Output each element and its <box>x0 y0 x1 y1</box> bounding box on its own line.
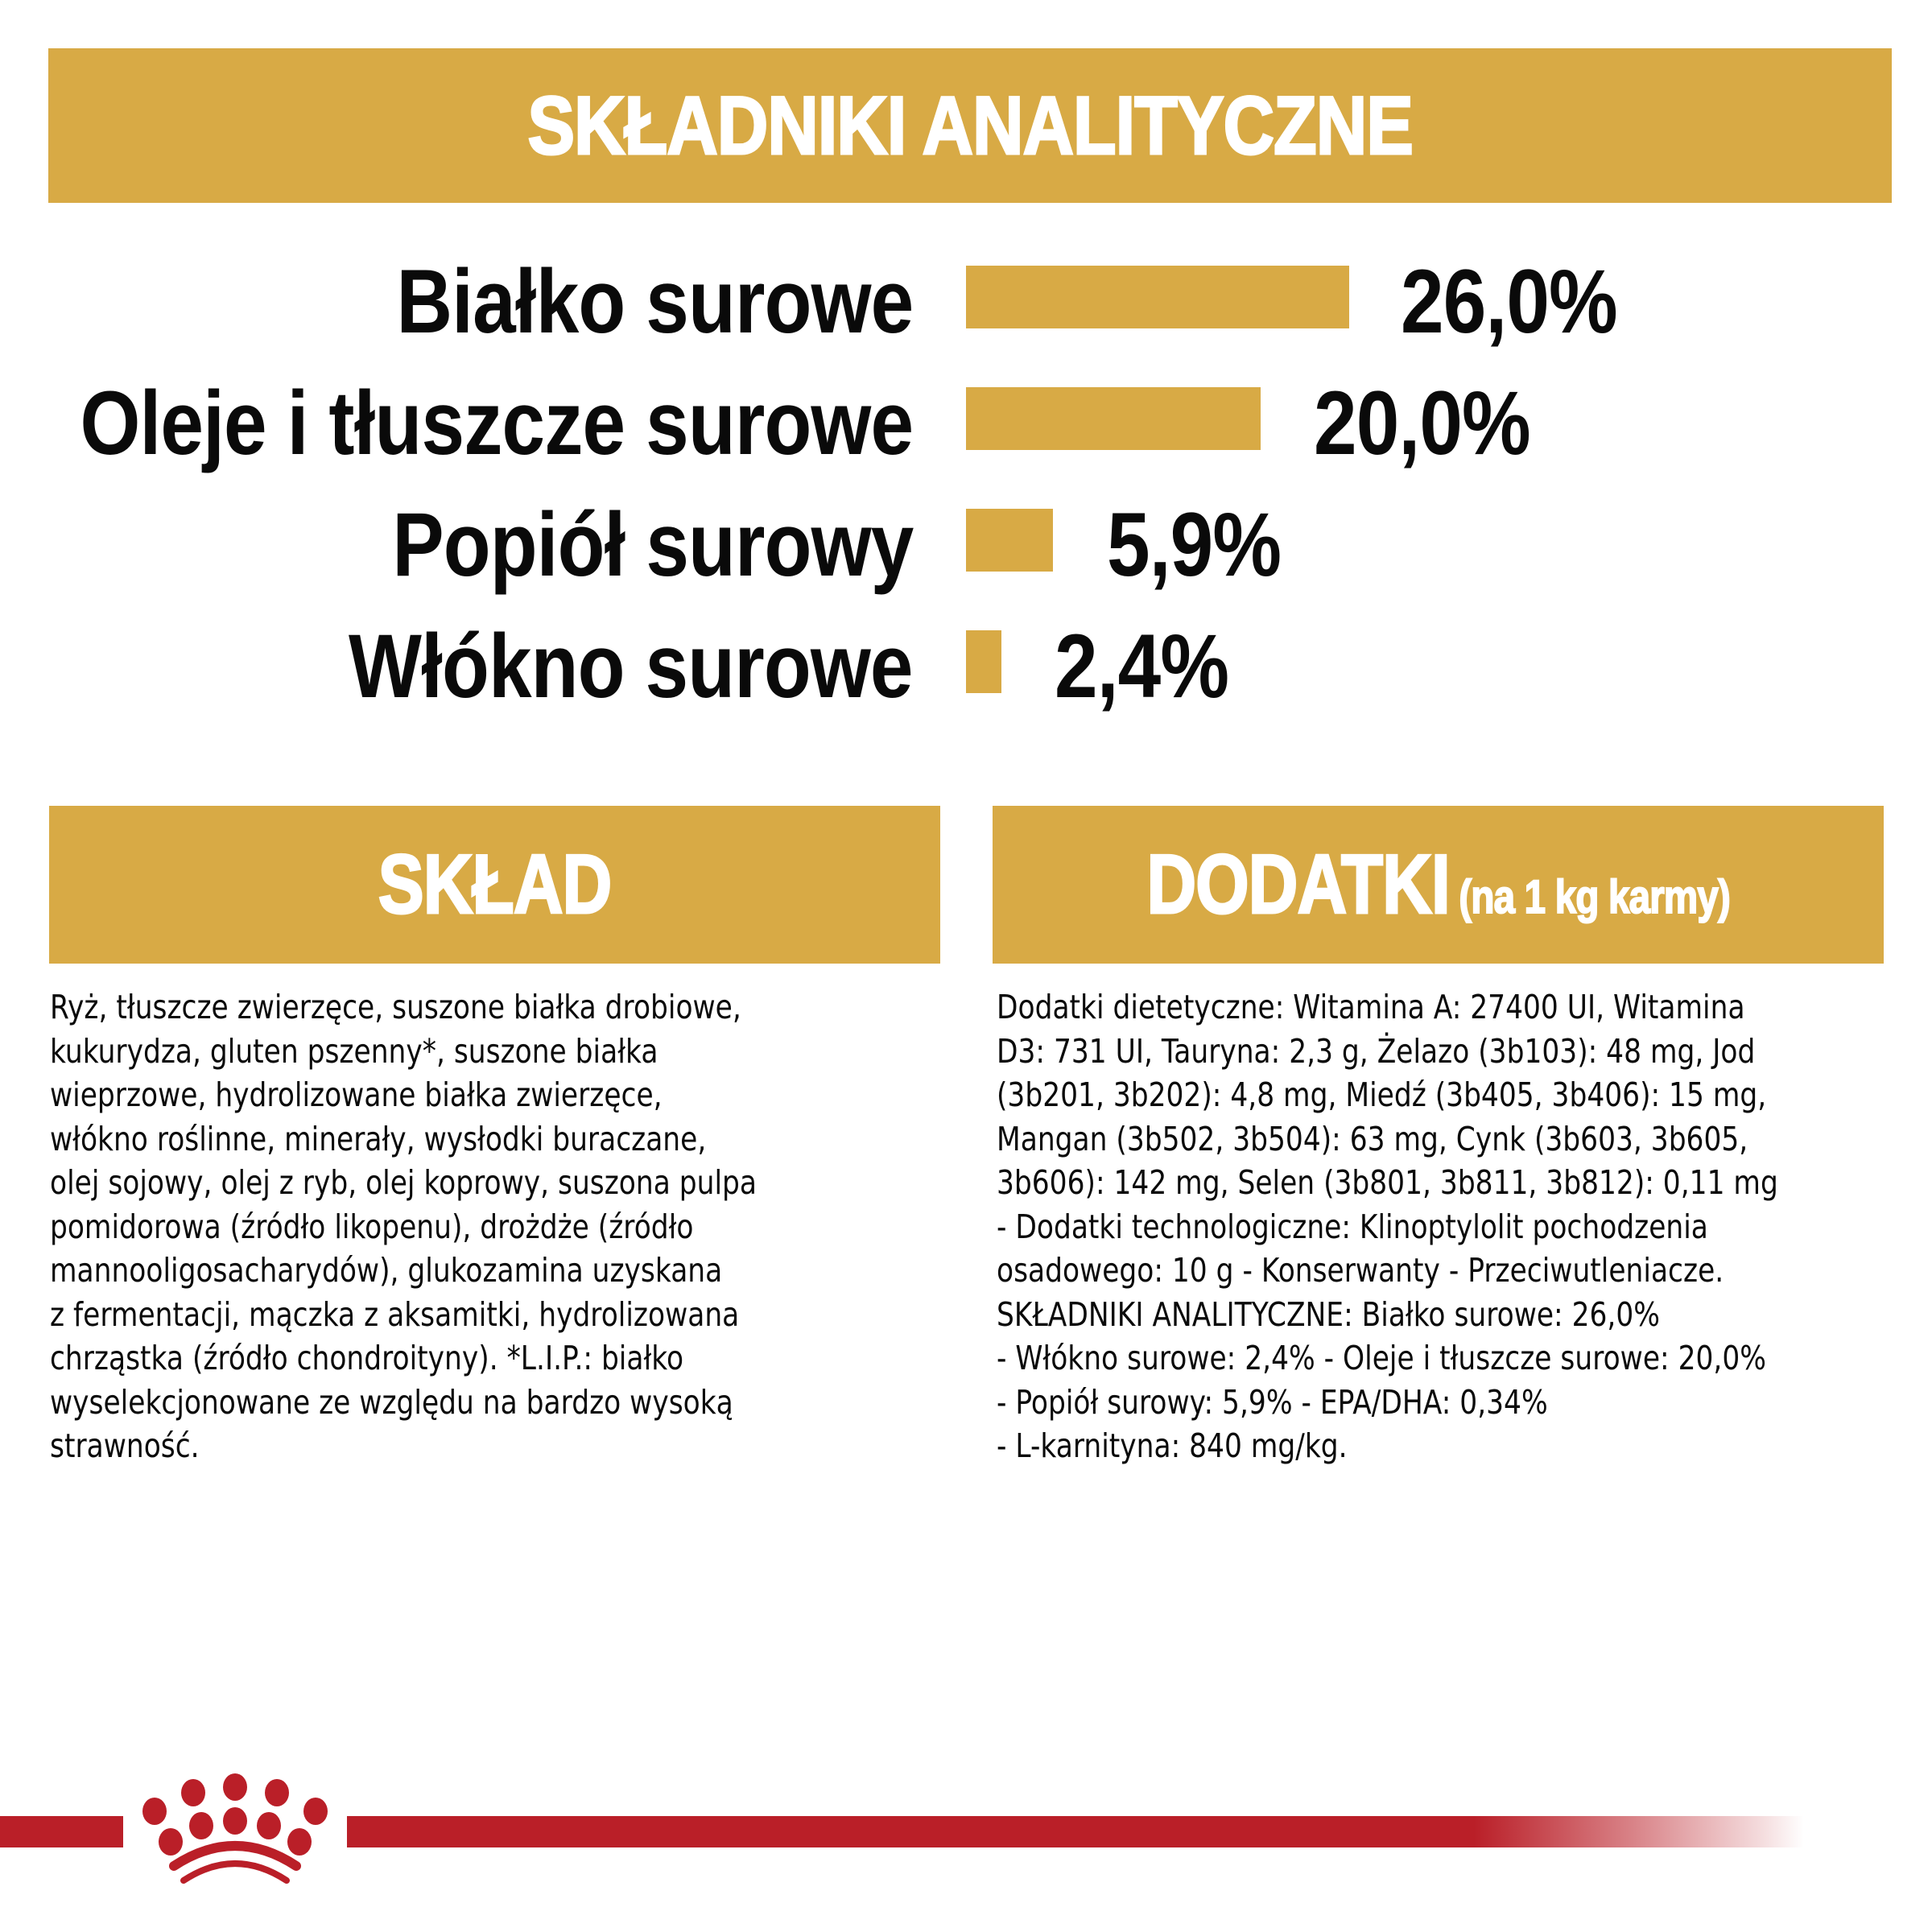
text-line: - Włókno surowe: 2,4% - Oleje i tłuszcze surowe: 20,0% <box>997 1339 1766 1377</box>
additives-header <box>993 806 1884 964</box>
text-line: D3: 731 UI, Tauryna: 2,3 g, Żelazo (3b103): 48 mg, Jod <box>997 1031 1756 1071</box>
text-line: - Dodatki technologiczne: Klinoptylolit pochodzenia <box>997 1207 1708 1246</box>
chart-row-fat <box>0 367 1932 480</box>
bar-fiber <box>966 630 1001 693</box>
text-line: Dodatki dietetyczne: Witamina A: 27400 UI, Witamina <box>997 988 1745 1026</box>
brand-line-right <box>347 1816 1804 1847</box>
bar-ash <box>966 509 1053 572</box>
brand-line-left <box>0 1816 123 1847</box>
bar-fat <box>966 387 1261 450</box>
additives-subtitle: (na 1 kg karmy) <box>1459 870 1730 923</box>
crown-icon <box>137 1763 334 1888</box>
text-line: chrząstka (źródło chondroityny). *L.I.P.: białko <box>50 1339 684 1377</box>
text-line: mannooligosacharydów), glukozamina uzyskana <box>50 1251 723 1290</box>
text-line: wieprzowe, hydrolizowane białka zwierzęce, <box>50 1075 663 1114</box>
row-value: 2,4% <box>1055 616 1229 716</box>
composition-text <box>50 985 757 1468</box>
row-label: Popiół surowy <box>391 494 913 595</box>
row-value: 20,0% <box>1314 373 1530 473</box>
composition-title: SKŁAD <box>378 837 612 931</box>
text-line: wyselekcjonowane ze względu na bardzo wysoką <box>50 1382 733 1422</box>
additives-title-wrap <box>1146 837 1730 933</box>
text-line: SKŁADNIKI ANALITYCZNE: Białko surowe: 26,0% <box>997 1294 1661 1334</box>
text-line: włókno roślinne, minerały, wysłodki buraczane, <box>50 1119 707 1158</box>
text-line: (3b201, 3b202): 4,8 mg, Miedź (3b405, 3b406): 15 mg, <box>997 1075 1767 1114</box>
text-line: - L-karnityna: 840 mg/kg. <box>997 1426 1348 1465</box>
text-line: - Popiół surowy: 5,9% - EPA/DHA: 0,34% <box>997 1382 1548 1422</box>
text-line: z fermentacji, mączka z aksamitki, hydrolizowana <box>50 1294 740 1334</box>
row-label: Włókno surowe <box>349 616 913 716</box>
chart-row-protein <box>0 246 1932 358</box>
text-line: olej sojowy, olej z ryb, olej koprowy, suszona pulpa <box>50 1163 757 1202</box>
chart-row-ash <box>0 489 1932 601</box>
text-line: kukurydza, gluten pszenny*, suszone białka <box>50 1031 658 1071</box>
text-line: pomidorowa (źródło likopenu), drożdże (źródło <box>50 1207 694 1246</box>
analytics-bar-chart <box>0 0 1932 805</box>
row-value: 5,9% <box>1107 494 1282 595</box>
chart-row-fiber <box>0 610 1932 723</box>
row-label: Oleje i tłuszcze surowe <box>80 373 913 473</box>
additives-title: DODATKI <box>1146 837 1450 931</box>
text-line: strawność. <box>50 1426 200 1465</box>
analytics-title: SKŁADNIKI ANALITYCZNE <box>527 79 1413 171</box>
composition-header <box>49 806 940 964</box>
bar-protein <box>966 266 1349 328</box>
additives-text <box>997 985 1778 1468</box>
text-line: osadowego: 10 g - Konserwanty - Przeciwutleniacze. <box>997 1251 1724 1290</box>
text-line: Mangan (3b502, 3b504): 63 mg, Cynk (3b603, 3b605, <box>997 1119 1748 1158</box>
text-line: Ryż, tłuszcze zwierzęce, suszone białka drobiowe, <box>50 988 741 1026</box>
row-value: 26,0% <box>1401 251 1617 352</box>
row-label: Białko surowe <box>396 251 913 352</box>
text-line: 3b606): 142 mg, Selen (3b801, 3b811, 3b812): 0,11 mg <box>997 1163 1778 1202</box>
